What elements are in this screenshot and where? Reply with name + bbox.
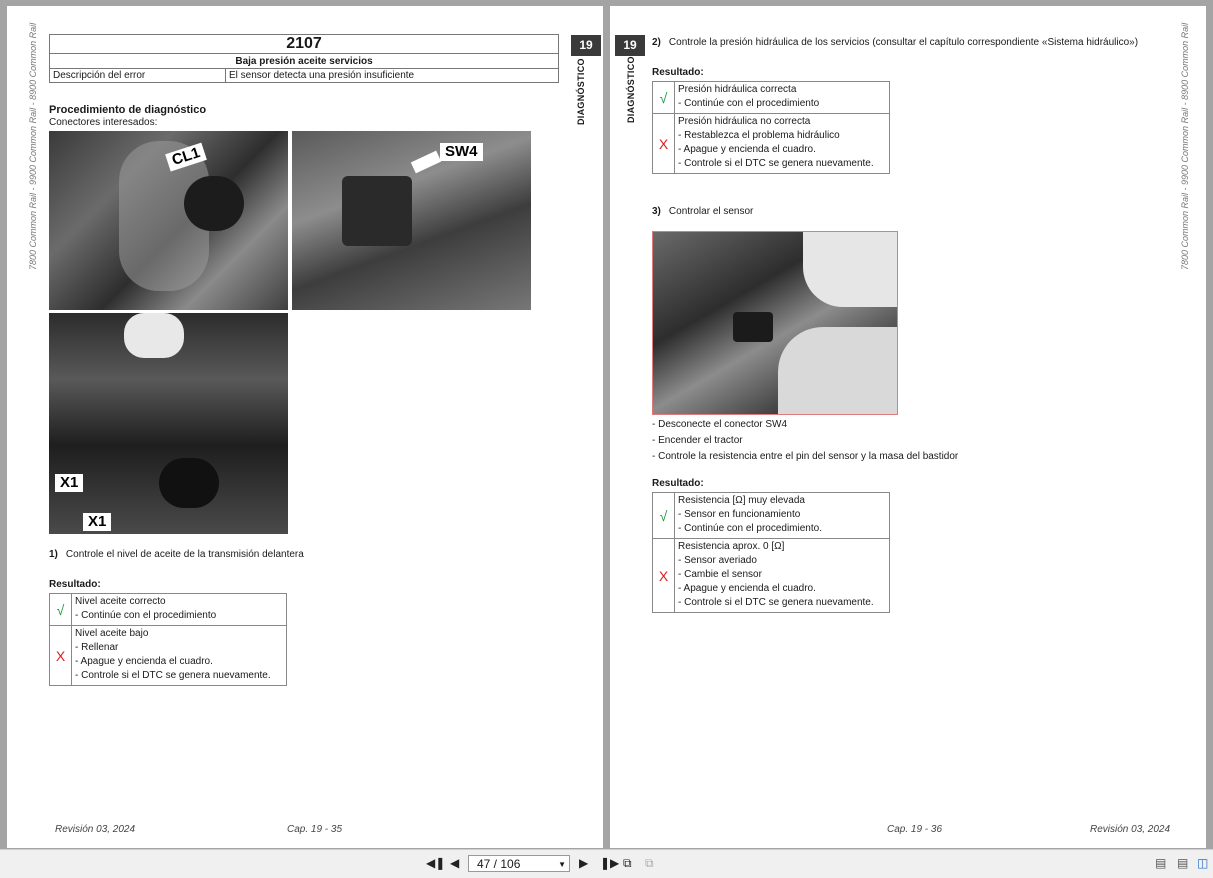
next-page-icon[interactable]: ▶ bbox=[579, 856, 589, 870]
last-page-icon[interactable]: ❚▶ bbox=[600, 856, 620, 870]
result-line: - Continúe con el procedimiento. bbox=[678, 523, 822, 534]
photo-label-cl1: CL1 bbox=[165, 143, 207, 172]
prev-page-icon[interactable]: ◀ bbox=[450, 856, 460, 870]
cross-icon: X bbox=[50, 626, 72, 686]
check-icon: √ bbox=[653, 82, 675, 114]
single-page-icon[interactable]: ▤ bbox=[1155, 856, 1167, 870]
chapter-label: DIAGNÓSTICO bbox=[626, 56, 636, 123]
cross-icon: X bbox=[653, 114, 675, 174]
right-page bbox=[610, 6, 1206, 848]
side-model-text: 7800 Common Rail - 9900 Common Rail - 8900 Common Rail bbox=[1180, 22, 1190, 270]
result-table-3 bbox=[652, 492, 890, 613]
result-label: Resultado: bbox=[652, 67, 704, 78]
chapter-label: DIAGNÓSTICO bbox=[576, 58, 586, 125]
viewer-toolbar bbox=[0, 849, 1213, 878]
step-3-text: Controlar el sensor bbox=[668, 206, 754, 217]
two-page-icon[interactable]: ◫ bbox=[1197, 856, 1209, 870]
check-icon: √ bbox=[653, 493, 675, 539]
result-line: - Apague y encienda el cuadro. bbox=[75, 656, 213, 667]
footer-page-number: Cap. 19 - 35 bbox=[287, 824, 343, 835]
result-line: - Restablezca el problema hidráulico bbox=[678, 130, 840, 141]
footer-page-number: Cap. 19 - 36 bbox=[887, 824, 943, 835]
chevron-down-icon: ▼ bbox=[558, 860, 566, 869]
cross-icon: X bbox=[653, 539, 675, 613]
result-line: - Continúe con el procedimiento bbox=[75, 610, 217, 621]
result-line: Nivel aceite bajo bbox=[75, 628, 149, 639]
result-label: Resultado: bbox=[652, 478, 704, 489]
photo-label-x1-b: X1 bbox=[83, 513, 111, 531]
result-table-1 bbox=[49, 593, 287, 686]
procedure-title: Procedimiento de diagnóstico bbox=[49, 104, 207, 116]
result-line: - Sensor averiado bbox=[678, 555, 757, 566]
error-code: 2107 bbox=[50, 35, 559, 54]
continuous-icon[interactable]: ▤ bbox=[1177, 856, 1189, 870]
step-1 bbox=[49, 549, 304, 560]
step-2 bbox=[652, 37, 1138, 48]
result-line: - Apague y encienda el cuadro. bbox=[678, 583, 816, 594]
step-3 bbox=[652, 206, 753, 217]
result-line: Resistencia [Ω] muy elevada bbox=[678, 495, 805, 506]
result-label: Resultado: bbox=[49, 579, 101, 590]
error-desc-label: Descripción del error bbox=[50, 69, 226, 83]
page-number-select[interactable] bbox=[468, 855, 570, 872]
step-2-text: Controle la presión hidráulica de los servicios (consultar el capítulo correspondiente «Sistema hidráulico») bbox=[668, 37, 1139, 48]
result-ok-text bbox=[675, 493, 890, 539]
error-table bbox=[49, 34, 559, 83]
result-line: - Controle si el DTC se genera nuevamente. bbox=[678, 597, 874, 608]
rotate-icon[interactable]: ⧉ bbox=[623, 856, 632, 870]
result-line: - Cambie el sensor bbox=[678, 569, 762, 580]
photo-label-sw4: SW4 bbox=[440, 143, 483, 161]
result-bad-text bbox=[675, 114, 890, 174]
bullet-item: - Desconecte el conector SW4 bbox=[652, 419, 788, 430]
step-3-number: 3) bbox=[652, 206, 661, 217]
result-line: - Controle si el DTC se genera nuevamente. bbox=[75, 670, 271, 681]
left-page bbox=[7, 6, 603, 848]
bullet-item: - Encender el tractor bbox=[652, 435, 743, 446]
step-3-bullets bbox=[652, 417, 958, 465]
photo-sensor-check bbox=[652, 231, 898, 415]
result-line: Presión hidráulica no correcta bbox=[678, 116, 811, 127]
result-line: Resistencia aprox. 0 [Ω] bbox=[678, 541, 785, 552]
footer-revision: Revisión 03, 2024 bbox=[55, 824, 136, 835]
step-1-number: 1) bbox=[49, 549, 58, 560]
check-icon: √ bbox=[50, 594, 72, 626]
result-line: Nivel aceite correcto bbox=[75, 596, 166, 607]
result-line: - Apague y encienda el cuadro. bbox=[678, 144, 816, 155]
result-bad-text bbox=[72, 626, 287, 686]
chapter-number-box: 19 bbox=[615, 35, 645, 56]
result-ok-text bbox=[72, 594, 287, 626]
error-title: Baja presión aceite servicios bbox=[50, 54, 559, 69]
error-desc-value: El sensor detecta una presión insuficiente bbox=[226, 69, 559, 83]
photo-sw4-connector bbox=[292, 131, 531, 310]
result-line: Presión hidráulica correcta bbox=[678, 84, 797, 95]
photo-label-x1-a: X1 bbox=[55, 474, 83, 492]
side-model-text: 7800 Common Rail - 9900 Common Rail - 8900 Common Rail bbox=[28, 22, 38, 270]
result-ok-text bbox=[675, 82, 890, 114]
rotate-back-icon[interactable]: ⧉ bbox=[645, 856, 654, 870]
photo-x1-connector bbox=[49, 313, 288, 534]
connectors-label: Conectores interesados: bbox=[49, 117, 158, 128]
page-indicator: 47 / 106 bbox=[477, 857, 521, 871]
result-bad-text bbox=[675, 539, 890, 613]
step-1-text: Controle el nivel de aceite de la transmisión delantera bbox=[65, 549, 304, 560]
bullet-item: - Controle la resistencia entre el pin del sensor y la masa del bastidor bbox=[652, 451, 959, 462]
result-line: - Sensor en funcionamiento bbox=[678, 509, 801, 520]
result-table-2 bbox=[652, 81, 890, 174]
result-line: - Continúe con el procedimiento bbox=[678, 98, 820, 109]
footer-revision: Revisión 03, 2024 bbox=[1090, 824, 1171, 835]
step-2-number: 2) bbox=[652, 37, 661, 48]
chapter-number-box: 19 bbox=[571, 35, 601, 56]
result-line: - Controle si el DTC se genera nuevamente. bbox=[678, 158, 874, 169]
first-page-icon[interactable]: ◀❚ bbox=[426, 856, 446, 870]
photo-cl1-connector bbox=[49, 131, 288, 310]
result-line: - Rellenar bbox=[75, 642, 119, 653]
